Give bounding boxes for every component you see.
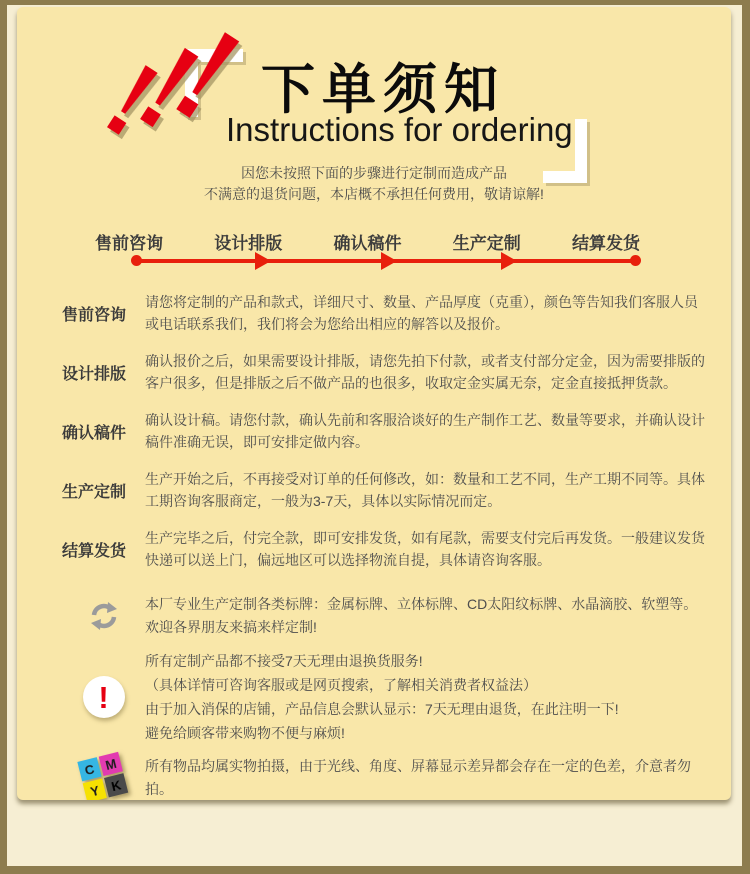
page-gutter — [7, 5, 742, 866]
timeline-step-settlement: 结算发货 — [572, 234, 640, 253]
timeline-step-confirm: 确认稿件 — [333, 234, 402, 253]
section-label: 生产定制 — [62, 483, 127, 501]
section-row-settlement — [62, 527, 706, 571]
note-color-difference — [62, 755, 706, 800]
arrow-right-icon — [255, 252, 271, 270]
arrow-right-icon — [501, 252, 517, 270]
section-row-production — [62, 468, 706, 512]
timeline-line — [135, 259, 637, 263]
bottom-notes — [62, 593, 706, 800]
timeline-end-dot — [630, 255, 641, 266]
step-sections — [62, 291, 706, 586]
note-no-return-policy — [62, 649, 706, 745]
note-text: 本厂专业生产定制各类标牌：金属标牌、立体标牌、CD太阳纹标牌、水晶滴胶、软塑等。 欢迎各界朋友来搞来样定制! — [145, 596, 698, 635]
section-row-presale — [62, 291, 706, 335]
section-text: 生产开始之后，不再接受对订单的任何修改，如：数量和工艺不同，生产工期不同等。具体工期咨询客服商定，一般为3-7天，具体以实际情况而定。 — [145, 471, 705, 509]
timeline-step-design: 设计排版 — [214, 234, 283, 253]
section-label: 售前咨询 — [62, 306, 127, 324]
timeline-step-presale: 售前咨询 — [95, 234, 163, 253]
section-text: 请您将定制的产品和款式，详细尺寸、数量、产品厚度（克重），颜色等告知我们客服人员或电话联系我们，我们将会为您给出相应的解答以及报价。 — [145, 294, 698, 332]
section-label: 设计排版 — [62, 365, 127, 383]
section-label: 确认稿件 — [62, 424, 127, 442]
section-row-design — [62, 350, 706, 394]
process-timeline — [17, 229, 731, 279]
note-text: 所有物品均属实物拍摄，由于光线、角度、屏幕显示差异都会存在一定的色差，介意者勿拍。 — [145, 758, 691, 797]
section-text: 生产完毕之后，付完全款，即可安排发货，如有尾款，需要支付完后再发货。一般建议发货快递可以送上门，偏远地区可以选择物流自提，具体请咨询客服。 — [145, 530, 705, 568]
page-subtitle: Instructions for ordering — [226, 111, 573, 148]
section-text: 确认报价之后，如果需要设计排版，请您先拍下付款，或者支付部分定金，因为需要排版的客户很多，但是排版之后不做产品的也很多，收取定金实属无奈，定金直接抵押货款。 — [145, 353, 705, 391]
arrow-right-icon — [381, 252, 397, 270]
exclamation-icon: ! — [83, 676, 125, 718]
header — [17, 7, 731, 222]
section-label: 结算发货 — [62, 542, 127, 560]
intro-line-2: 不满意的退货问题，本店概不承担任何费用，敬请谅解! — [204, 186, 544, 202]
timeline-step-production: 生产定制 — [452, 234, 521, 253]
cmyk-icon: C M Y K — [77, 751, 130, 800]
timeline-labels — [95, 229, 640, 254]
intro-line-1: 因您未按照下面的步骤进行定制而造成产品 — [241, 165, 507, 181]
ordering-notice-panel — [17, 7, 731, 800]
intro-text — [17, 163, 731, 205]
section-row-confirm — [62, 409, 706, 453]
section-text: 确认设计稿。请您付款，确认先前和客服洽谈好的生产制作工艺、数量等要求，并确认设计稿件准确无误，即可安排定做内容。 — [145, 412, 705, 450]
timeline-start-dot — [131, 255, 142, 266]
note-text: 所有定制产品都不接受7天无理由退换货服务! （具体详情可咨询客服或是网页搜索，了解相关消费者权益法） 由于加入消保的店铺，产品信息会默认显示：7天无理由退货，在此注明一下! 避免给顾客带来购物不便与麻烦! — [145, 653, 619, 741]
page-title: 下单须知 — [261, 60, 505, 120]
recycle-icon — [88, 600, 120, 632]
note-factory-products — [62, 593, 706, 639]
